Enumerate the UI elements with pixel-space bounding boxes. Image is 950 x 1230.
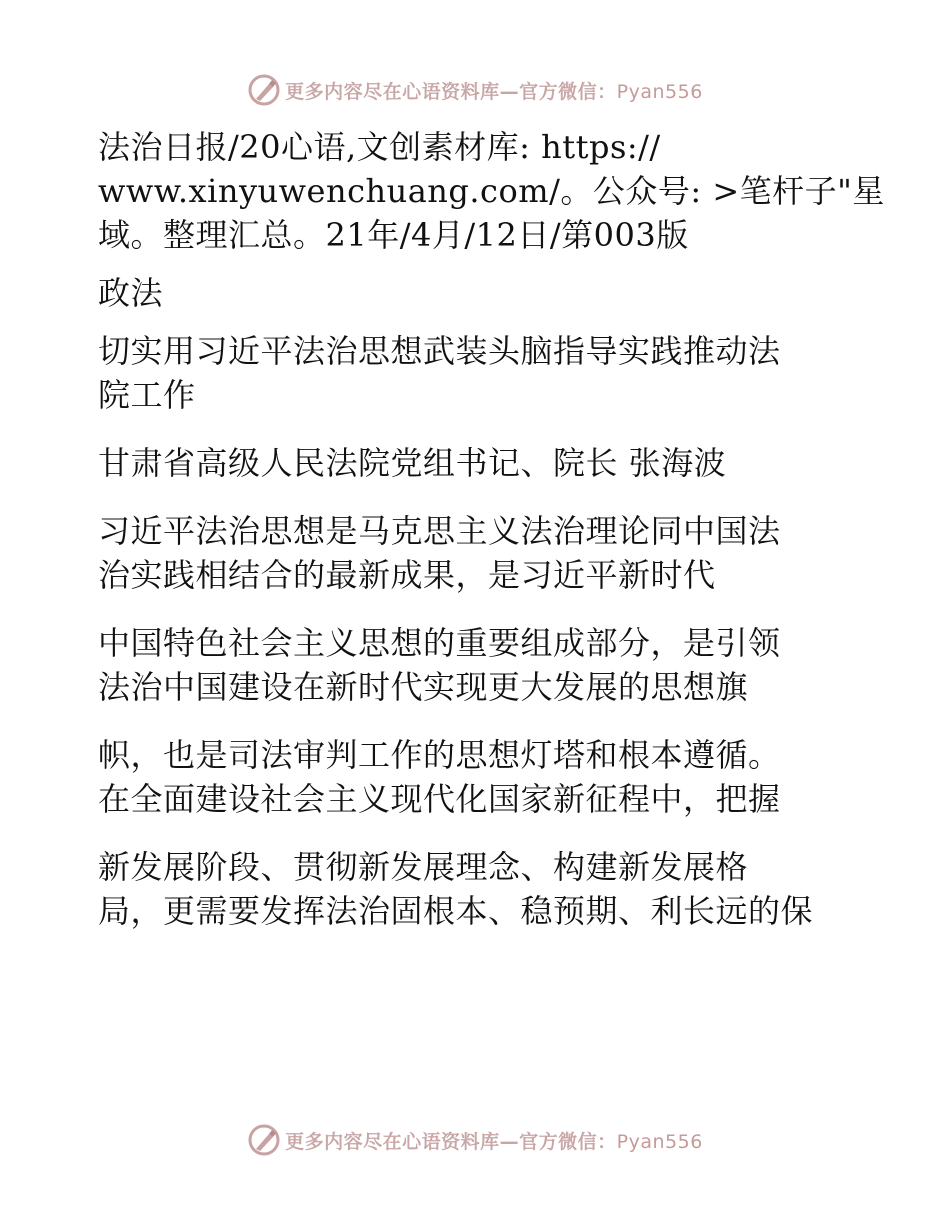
body-paragraph: [98, 509, 848, 597]
body-paragraph: [98, 733, 848, 821]
source-paragraph: [98, 125, 885, 257]
header-watermark: [0, 70, 950, 110]
footer-watermark: [0, 1120, 950, 1160]
watermark-text: 更多内容尽在心语资料库—官方微信：Pyan556: [285, 1130, 703, 1153]
section-label: [98, 271, 848, 315]
document-body: [98, 125, 885, 947]
text-line: 切实用习近平法治思想武装头脑指导实践推动法: [98, 332, 781, 370]
author-byline: [98, 441, 848, 485]
text-line: 院工作: [98, 376, 196, 414]
text-line: www.xinyuwenchuang.com/。公众号: >笔杆子"星: [98, 172, 885, 210]
text-line: 帜，也是司法审判工作的思想灯塔和根本遵循。: [98, 736, 781, 774]
text-line: 习近平法治思想是马克思主义法治理论同中国法: [98, 512, 781, 550]
pen-logo-icon: [247, 73, 281, 107]
text-line: 治实践相结合的最新成果，是习近平新时代: [98, 556, 716, 594]
body-paragraph: [98, 621, 848, 709]
text-line: 法治中国建设在新时代实现更大发展的思想旗: [98, 668, 749, 706]
text-line: 在全面建设社会主义现代化国家新征程中，把握: [98, 780, 781, 818]
text-line: 域。整理汇总。21年/4月/12日/第003版: [98, 216, 689, 254]
text-line: 中国特色社会主义思想的重要组成部分，是引领: [98, 624, 781, 662]
pen-logo-icon: [247, 1123, 281, 1157]
text-line: 法治日报/20心语,文创素材库: https://: [98, 128, 661, 166]
watermark-text: 更多内容尽在心语资料库—官方微信：Pyan556: [285, 80, 703, 103]
text-line: 局，更需要发挥法治固根本、稳预期、利长远的保: [98, 892, 814, 930]
text-line: 甘肃省高级人民法院党组书记、院长 张海波: [98, 444, 727, 482]
text-line: 新发展阶段、贯彻新发展理念、构建新发展格: [98, 848, 749, 886]
article-title: [98, 329, 848, 417]
text-line: 政法: [98, 274, 164, 312]
body-paragraph: [98, 845, 848, 933]
